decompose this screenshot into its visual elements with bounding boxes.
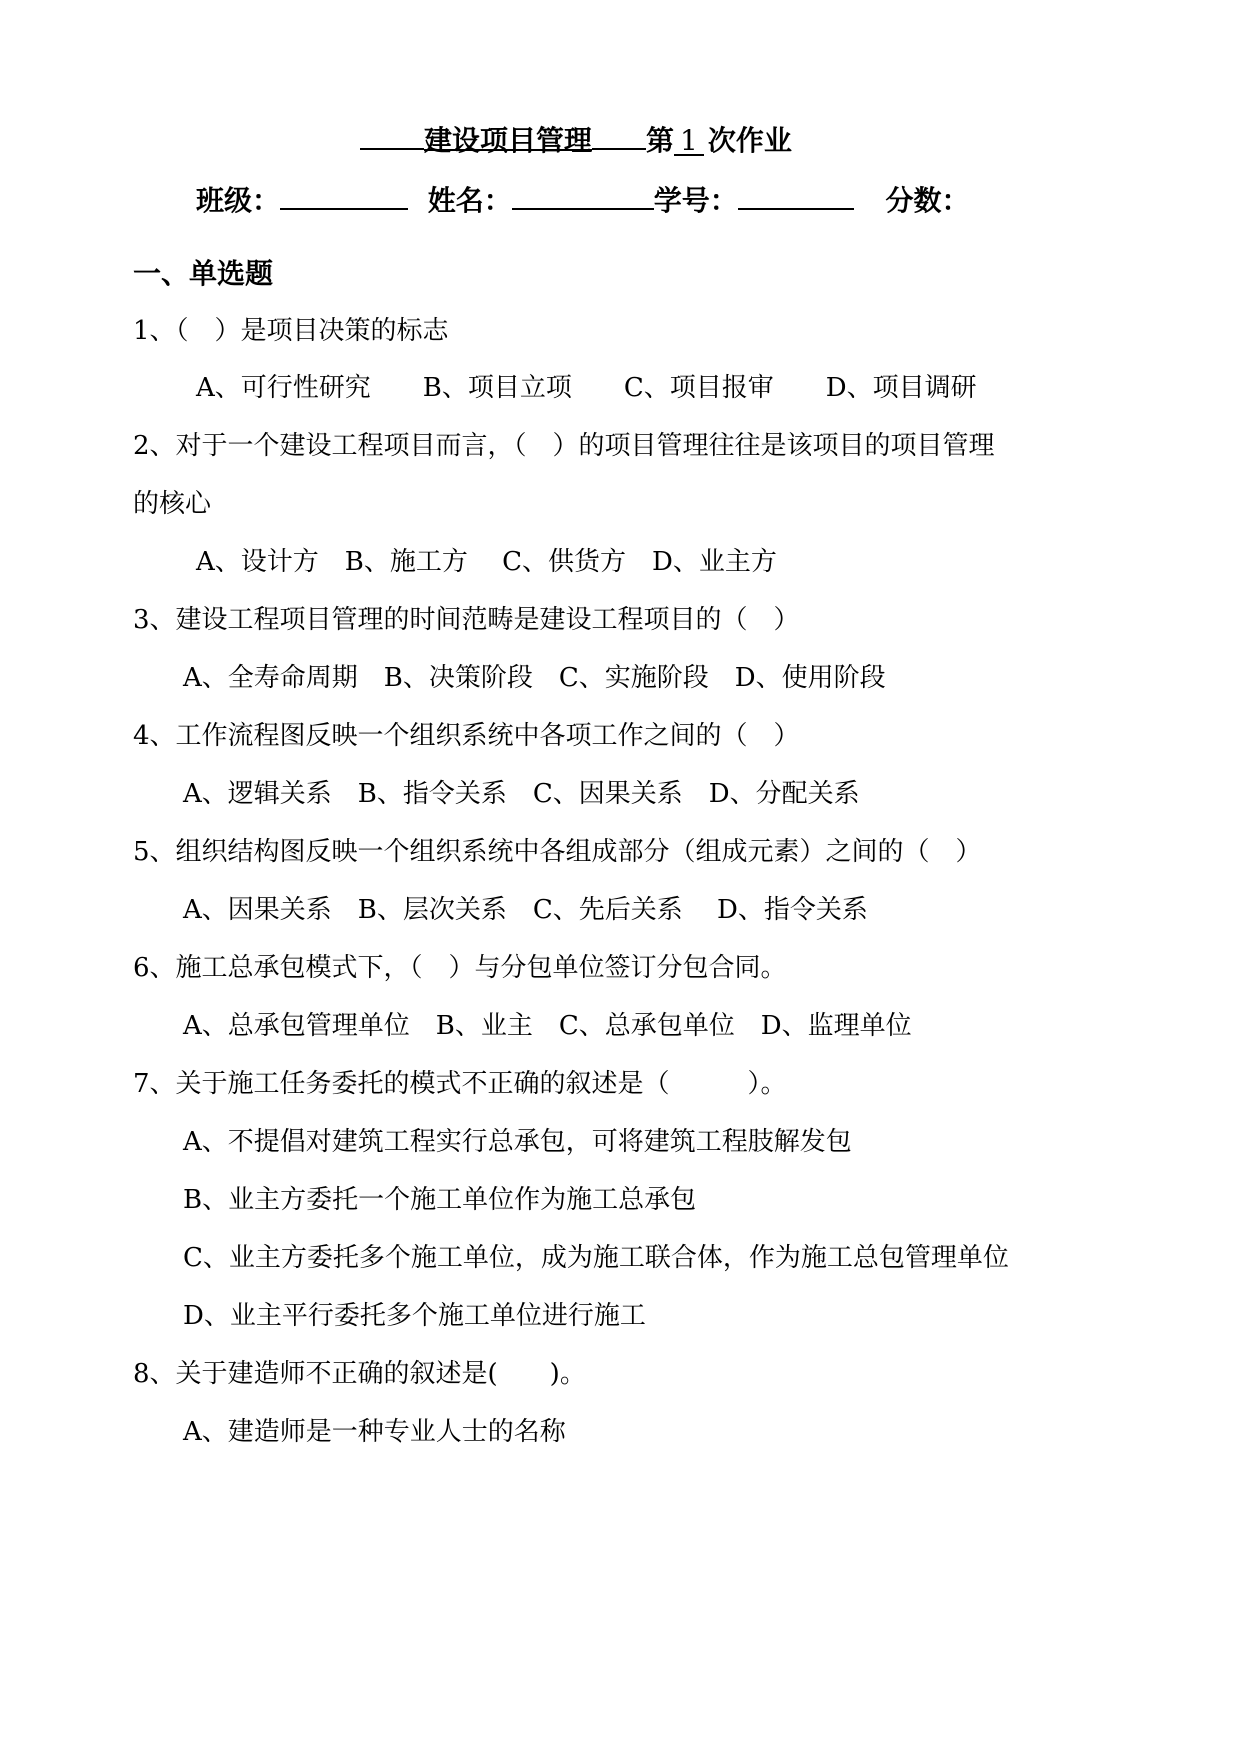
course-name: 建设项目管理 (424, 119, 592, 151)
assignment-number: 1 (674, 124, 704, 156)
course-underline-left (360, 118, 424, 150)
question-1-options: A、可行性研究 B、项目立项 C、项目报审 D、项目调研 (196, 373, 977, 403)
page-title (360, 118, 792, 159)
question-5: 5、组织结构图反映一个组织系统中各组成部分（组成元素）之间的（ ） (133, 837, 982, 867)
question-2-options: A、设计方 B、施工方 C、供货方 D、业主方 (196, 547, 777, 577)
question-5-options: A、因果关系 B、层次关系 C、先后关系 D、指令关系 (183, 895, 868, 925)
question-7-option-a: A、不提倡对建筑工程实行总承包，可将建筑工程肢解发包 (183, 1127, 852, 1157)
student-id-label: 学号： (653, 184, 738, 217)
class-label: 班级： (196, 184, 281, 217)
student-info-row (196, 178, 970, 219)
assignment-suffix: 次作业 (707, 124, 792, 157)
name-label: 姓名： (427, 184, 512, 217)
question-7-option-c: C、业主方委托多个施工单位，成为施工联合体，作为施工总包管理单位 (183, 1243, 1009, 1273)
question-3-options: A、全寿命周期 B、决策阶段 C、实施阶段 D、使用阶段 (183, 663, 886, 693)
question-3: 3、建设工程项目管理的时间范畴是建设工程项目的（ ） (133, 605, 800, 635)
question-7-option-d: D、业主平行委托多个施工单位进行施工 (183, 1301, 646, 1331)
question-7: 7、关于施工任务委托的模式不正确的叙述是（ ）。 (133, 1069, 787, 1099)
question-6-options: A、总承包管理单位 B、业主 C、总承包单位 D、监理单位 (183, 1011, 912, 1041)
score-label: 分数： (885, 184, 970, 217)
question-1: 1、（ ）是项目决策的标志 (133, 316, 449, 346)
question-8-option-a: A、建造师是一种专业人士的名称 (183, 1417, 566, 1447)
section-title: 一、单选题 (133, 257, 274, 290)
question-8: 8、关于建造师不正确的叙述是( )。 (133, 1359, 586, 1389)
name-blank[interactable] (512, 178, 654, 210)
question-4-options: A、逻辑关系 B、指令关系 C、因果关系 D、分配关系 (183, 779, 860, 809)
course-underline-right (592, 118, 646, 150)
assignment-prefix: 第 (646, 124, 675, 157)
student-id-blank[interactable] (738, 178, 854, 210)
class-blank[interactable] (280, 178, 408, 210)
question-2-continued: 的核心 (133, 489, 212, 519)
question-6: 6、施工总承包模式下，（ ）与分包单位签订分包合同。 (133, 953, 787, 983)
question-2: 2、对于一个建设工程项目而言，（ ）的项目管理往往是该项目的项目管理 (133, 431, 995, 461)
question-4: 4、工作流程图反映一个组织系统中各项工作之间的（ ） (133, 721, 800, 751)
question-7-option-b: B、业主方委托一个施工单位作为施工总承包 (183, 1185, 697, 1215)
